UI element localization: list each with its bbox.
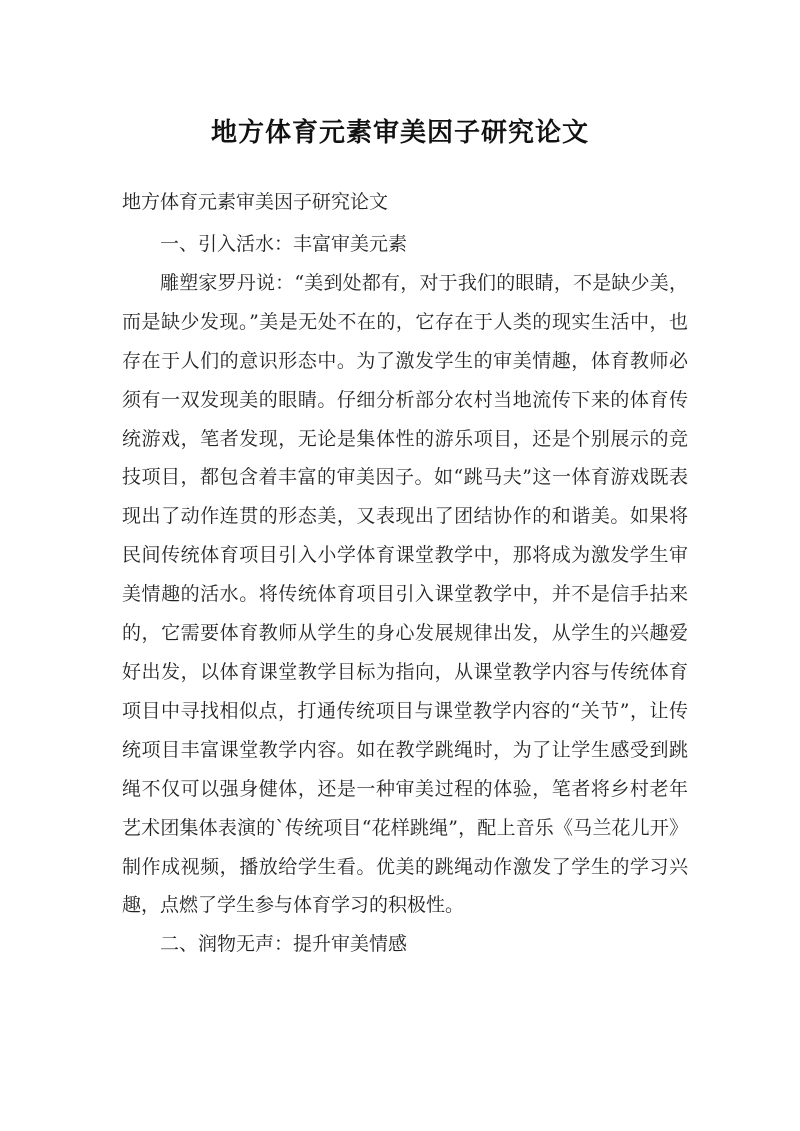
section-heading-1: 一、引入活水：丰富审美元素 <box>160 233 408 255</box>
document-title: 地方体育元素审美因子研究论文 <box>210 118 589 149</box>
document-body <box>122 225 688 964</box>
section-heading-2: 二、润物无声：提升审美情感 <box>160 933 408 956</box>
section-paragraph-1: 雕塑家罗丹说：“美到处都有，对于我们的眼睛，不是缺少美，而是缺少发现。”美是无处不在的，它存在于人类的现实生活中，也存在于人们的意识形态中。为了激发学生的审美情趣，体育教师必须有一双发现美的眼睛。仔细分析部分农村当地流传下来的体育传统游戏，笔者发现，无论是集体性的游乐项目，还是个别展示的竞技项目，都包含着丰富的审美因子。如“跳马夫”这一体育游戏既表现出了动作连贯的形态美，又表现出了团结协作的和谐美。如果将民间传统体育项目引入小学体育课堂教学中，那将成为激发学生审美情趣的活水。将传统体育项目引入课堂教学中，并不是信手拈来的，它需要体育教师从学生的身心发展规律出发，从学生的兴趣爱好出发，以体育课堂教学目标为指向，从课堂教学内容与传统体育项目中寻找相似点，打通传统项目与课堂教学内容的“关节”，让传统项目丰富课堂教学内容。如在教学跳绳时，为了让学生感受到跳绳不仅可以强身健体，还是一种审美过程的体验，笔者将乡村老年艺术团集体表演的`传统项目“花样跳绳”，配上音乐《马兰花儿开》制作成视频，播放给学生看。优美的跳绳动作激发了学生的学习兴趣，点燃了学生参与体育学习的积极性。 <box>122 271 688 917</box>
document-subtitle: 地方体育元素审美因子研究论文 <box>122 191 389 213</box>
